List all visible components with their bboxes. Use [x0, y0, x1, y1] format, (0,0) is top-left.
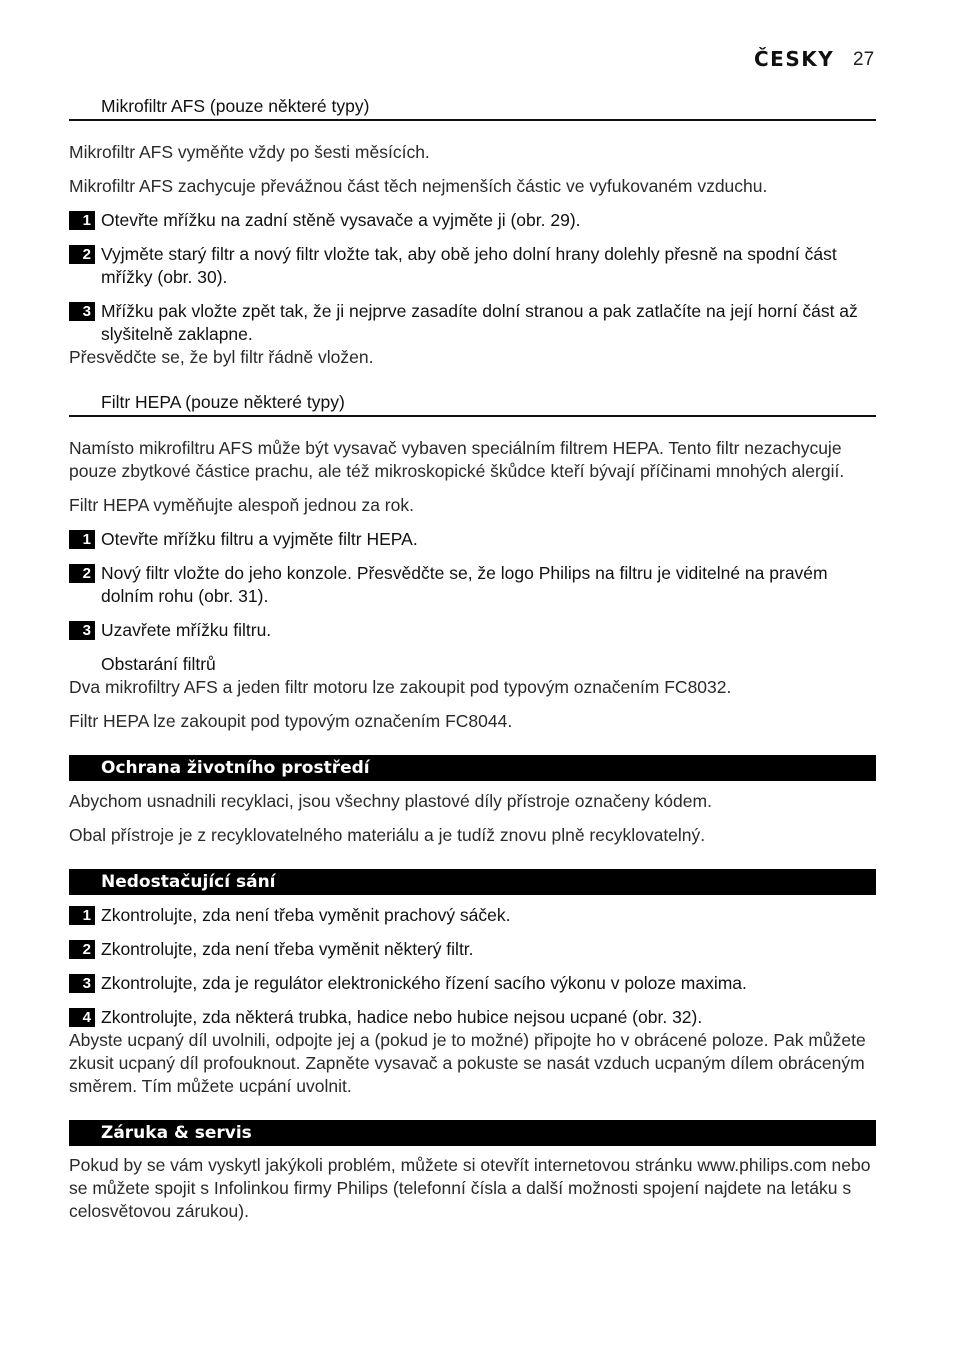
step-number: 1	[69, 906, 95, 925]
hepa-step-3	[69, 619, 876, 642]
step-number: 2	[69, 245, 95, 264]
step-number: 3	[69, 974, 95, 993]
hepa-paragraph-2: Filtr HEPA vyměňujte alespoň jednou za rok.	[69, 495, 414, 515]
filters-purchase-paragraph-1: Dva mikrofiltry AFS a jeden filtr motoru lze zakoupit pod typovým označením FC8032.	[69, 677, 732, 697]
afs-paragraph-2: Mikrofiltr AFS zachycuje převážnou část těch nejmenších částic ve vyfukovaném vzduchu.	[69, 176, 768, 196]
step-text: Otevřte mřížku filtru a vyjměte filtr HEPA.	[101, 529, 418, 549]
step-text: Zkontrolujte, zda není třeba vyměnit prachový sáček.	[101, 905, 511, 925]
afs-step-3	[69, 300, 876, 346]
suction-step-4	[69, 1006, 876, 1029]
warranty-heading: Záruka & servis	[69, 1120, 876, 1146]
afs-heading: Mikrofiltr AFS (pouze některé typy)	[69, 95, 876, 121]
language-label: ČESKY	[754, 47, 835, 71]
step-text: Uzavřete mřížku filtru.	[101, 620, 272, 640]
environment-heading: Ochrana životního prostředí	[69, 755, 876, 781]
afs-step-1	[69, 209, 876, 232]
step-text: Zkontrolujte, zda některá trubka, hadice nebo hubice nejsou ucpané (obr. 32).	[101, 1007, 703, 1027]
suction-step-2	[69, 938, 876, 961]
step-number: 1	[69, 530, 95, 549]
step-number: 2	[69, 940, 95, 959]
suction-heading: Nedostačující sání	[69, 869, 876, 895]
step-text: Mřížku pak vložte zpět tak, že ji nejprve zasadíte dolní stranou a pak zatlačíte na její horní část až slyšitelně zaklapne.	[101, 301, 858, 344]
afs-paragraph-1: Mikrofiltr AFS vyměňte vždy po šesti měsících.	[69, 142, 430, 162]
step-number: 4	[69, 1008, 95, 1027]
step-text: Vyjměte starý filtr a nový filtr vložte tak, aby obě jeho dolní hrany dolehly přesně na spodní část mřížky (obr. 30).	[101, 244, 837, 287]
step-number: 2	[69, 564, 95, 583]
afs-step-2	[69, 243, 876, 289]
filters-purchase-heading: Obstarání filtrů	[101, 654, 216, 674]
step-text: Zkontrolujte, zda není třeba vyměnit některý filtr.	[101, 939, 474, 959]
hepa-step-1	[69, 528, 876, 551]
step-number: 3	[69, 621, 95, 640]
warranty-paragraph: Pokud by se vám vyskytl jakýkoli problém, můžete si otevřít internetovou stránku www.philips.com nebo se můžete spojit s Infolinkou firmy Philips (telefonní čísla a další možnosti spojení najdete na letáku s celosvětovou zárukou).	[69, 1155, 871, 1221]
step-number: 3	[69, 302, 95, 321]
environment-paragraph-2: Obal přístroje je z recyklovatelného materiálu a je tudíž znovu plně recyklovatelný.	[69, 825, 706, 845]
hepa-paragraph-1: Namísto mikrofiltru AFS může být vysavač vybaven speciálním filtrem HEPA. Tento filtr nezachycuje pouze zbytkové částice prachu, ale též mikroskopické škůdce kteří bývají příčinami mnohých alergií.	[69, 438, 845, 481]
environment-paragraph-1: Abychom usnadnili recyklaci, jsou všechny plastové díly přístroje označeny kódem.	[69, 791, 712, 811]
afs-note: Přesvědčte se, že byl filtr řádně vložen.	[69, 347, 374, 367]
filters-purchase-paragraph-2: Filtr HEPA lze zakoupit pod typovým označením FC8044.	[69, 711, 513, 731]
step-text: Otevřte mřížku na zadní stěně vysavače a vyjměte ji (obr. 29).	[101, 210, 581, 230]
step-number: 1	[69, 211, 95, 230]
hepa-step-2	[69, 562, 876, 608]
suction-note: Abyste ucpaný díl uvolnili, odpojte jej a (pokud je to možné) připojte ho v obrácené poloze. Pak můžete zkusit ucpaný díl profouknout. Zapněte vysavač a pokuste se nasát vzduch ucpaným dílem obráceným směrem. Tím můžete ucpání uvolnit.	[69, 1030, 866, 1096]
suction-step-3	[69, 972, 876, 995]
step-text: Nový filtr vložte do jeho konzole. Přesvědčte se, že logo Philips na filtru je viditelné na pravém dolním rohu (obr. 31).	[101, 563, 828, 606]
suction-step-1	[69, 904, 876, 927]
page-number: 27	[853, 49, 875, 70]
step-text: Zkontrolujte, zda je regulátor elektronického řízení sacího výkonu v poloze maxima.	[101, 973, 747, 993]
hepa-heading: Filtr HEPA (pouze některé typy)	[69, 391, 876, 417]
